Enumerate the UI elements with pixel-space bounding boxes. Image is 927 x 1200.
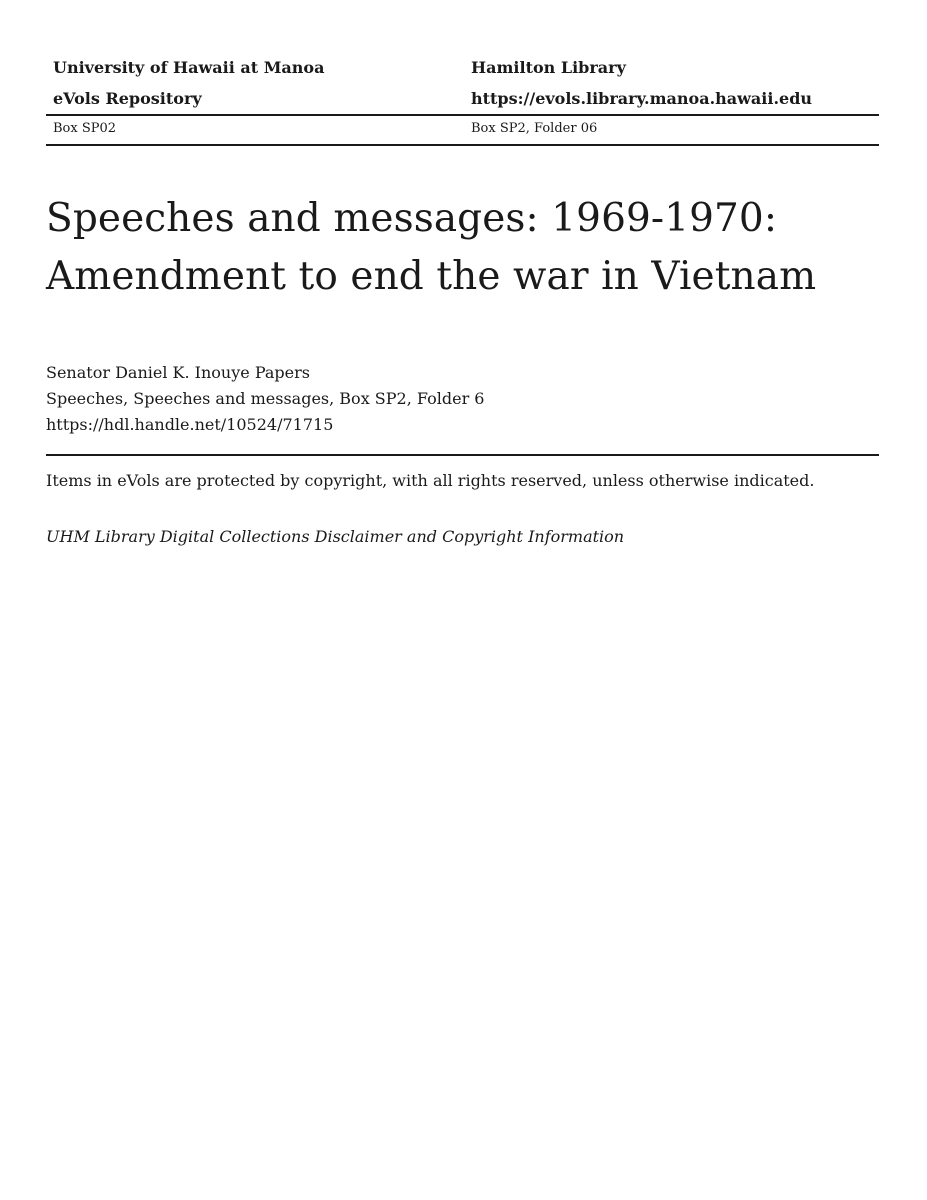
header-row-1: [46, 52, 879, 83]
title-line-2: Amendment to end the war in Vietnam: [46, 254, 817, 299]
folder-location: Speeches, Speeches and messages, Box SP2, Folder 6: [46, 389, 485, 408]
document-metadata: [46, 360, 484, 438]
handle-link[interactable]: https://hdl.handle.net/10524/71715: [46, 415, 334, 434]
collection-name: Senator Daniel K. Inouye Papers: [46, 363, 310, 382]
library-name: Hamilton Library: [471, 58, 626, 77]
header-rule-bottom: [46, 144, 879, 146]
disclaimer-link[interactable]: UHM Library Digital Collections Disclaimer and Copyright Information: [46, 527, 625, 546]
header-table: [46, 52, 879, 146]
box-folder-identifier: Box SP2, Folder 06: [471, 121, 598, 136]
repository-name: eVols Repository: [53, 89, 202, 108]
header-row-3: [46, 116, 879, 144]
header-row-2: [46, 83, 879, 114]
institution-name: University of Hawaii at Manoa: [53, 58, 325, 77]
title-line-1: Speeches and messages: 1969-1970:: [46, 196, 778, 241]
section-divider: [46, 454, 879, 456]
document-title: [46, 190, 879, 306]
copyright-notice: Items in eVols are protected by copyright, with all rights reserved, unless otherwise indicated.: [46, 471, 815, 490]
repository-url: https://evols.library.manoa.hawaii.edu: [471, 89, 813, 108]
box-identifier: Box SP02: [53, 121, 117, 136]
